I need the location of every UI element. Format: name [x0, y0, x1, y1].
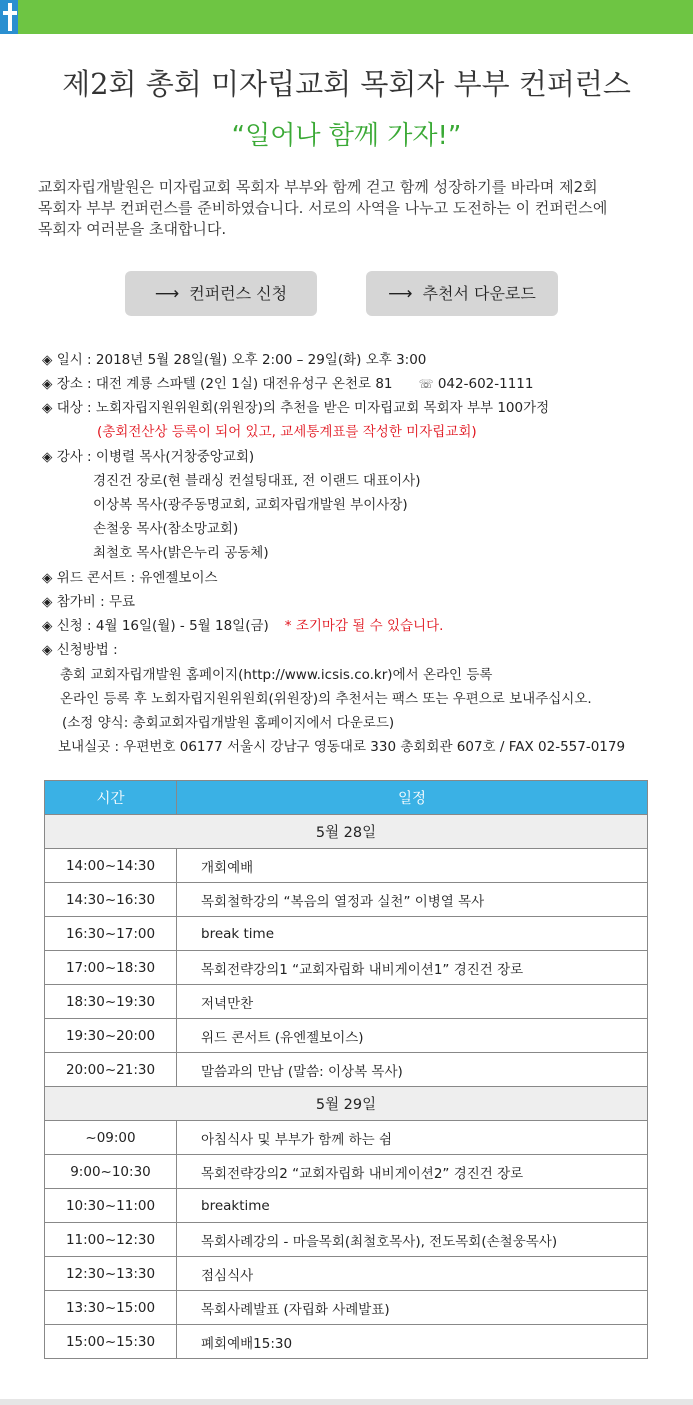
info-phone: 042-602-1111: [437, 376, 534, 392]
bullet-icon: ◈: [42, 376, 53, 392]
info-target: ◈ 대상 : 노회자립지원위원회(위원장)의 추천을 받은 미자립교회 목회자 부부 100가정: [42, 400, 550, 416]
table-row: 10:30~11:00 breaktime: [45, 1189, 648, 1223]
info-concert: ◈ 위드 콘서트 : 유엔젤보이스: [42, 570, 218, 586]
day-row: [45, 1087, 648, 1121]
slogan: “일어나 함께 가자!”: [231, 121, 462, 151]
header-time: 시간: [45, 781, 177, 815]
table-row: 12:30~13:30 점심식사: [45, 1257, 648, 1291]
speaker-item: 경진건 장로(현 블래싱 컨설팅대표, 전 이랜드 대표이사): [93, 473, 421, 489]
table-header: [45, 781, 648, 815]
arrow-right-icon: ⟶: [154, 284, 180, 304]
table-row: 17:00~18:30 목회전략강의1 “교회자립화 내비게이션1” 경진건 장로: [45, 951, 648, 985]
day-label: 5월 29일: [45, 1087, 648, 1121]
top-bar: [0, 0, 693, 34]
table-row: 11:00~12:30 목회사례강의 - 마을목회(최철호목사), 전도목회(손철웅목사): [45, 1223, 648, 1257]
intro-line: 목회자 여러분을 초대합니다.: [38, 220, 227, 238]
method-line: 온라인 등록 후 노회자립지원위원회(위원장)의 추천서는 팩스 또는 우편으로 보내주십시오.: [60, 691, 592, 707]
table-row: 14:00~14:30 개회예배: [45, 849, 648, 883]
bullet-icon: ◈: [42, 594, 53, 610]
bottom-bar: [0, 1399, 693, 1405]
bullet-icon: ◈: [42, 400, 53, 416]
info-target-note: (총회전산상 등록이 되어 있고, 교세통계표를 작성한 미자립교회): [97, 424, 477, 440]
day-row: [45, 815, 648, 849]
table-row: ~09:00 아침식사 및 부부가 함께 하는 쉼: [45, 1121, 648, 1155]
bullet-icon: ◈: [42, 618, 53, 634]
intro-text: [38, 177, 658, 240]
method-line: 총회 교회자립개발원 홈페이지(http://www.icsis.co.kr)에서 온라인 등록: [60, 667, 493, 683]
arrow-right-icon: ⟶: [388, 284, 413, 304]
speaker-item: 최철호 목사(밝은누리 공동체): [93, 545, 269, 561]
recommendation-download-button[interactable]: [366, 271, 558, 316]
info-method: ◈ 신청방법 :: [42, 642, 118, 658]
info-speakers: ◈ 강사 : 이병렬 목사(거창중앙교회): [42, 449, 255, 465]
apply-label: 컨퍼런스 신청: [189, 284, 288, 303]
phone-icon: ☏: [418, 377, 434, 391]
page-title: 제2회 총회 미자립교회 목회자 부부 컨퍼런스: [62, 67, 631, 101]
info-address: 보내실곳 : 우편번호 06177 서울시 강남구 영동대로 330 총회회관 607호 / FAX 02-557-0179: [58, 739, 626, 755]
table-row: 13:30~15:00 목회사례발표 (자립화 사례발표): [45, 1291, 648, 1325]
info-place: ◈ 장소 : 대전 계룡 스파텔 (2인 1실) 대전유성구 온천로 81 ☏ 042-602-1111: [42, 376, 534, 392]
cross-icon: [0, 0, 18, 34]
speaker-item: 이상복 목사(광주동명교회, 교회자립개발원 부이사장): [93, 497, 408, 513]
bullet-icon: ◈: [42, 642, 53, 658]
header-event: 일정: [177, 781, 648, 815]
speaker-item: 손철웅 목사(참소망교회): [93, 521, 239, 537]
table-row: 16:30~17:00 break time: [45, 917, 648, 951]
table-row: 15:00~15:30 폐회예배15:30: [45, 1325, 648, 1359]
bullet-icon: ◈: [42, 449, 53, 465]
day-label: 5월 28일: [45, 815, 648, 849]
table-row: 18:30~19:30 저녁만찬: [45, 985, 648, 1019]
schedule-table: [44, 780, 648, 1359]
bullet-icon: ◈: [42, 570, 53, 586]
intro-line: 목회자 부부 컨퍼런스를 준비하였습니다. 서로의 사역을 나누고 도전하는 이 컨퍼런스에: [38, 199, 608, 217]
table-row: 19:30~20:00 위드 콘서트 (유엔젤보이스): [45, 1019, 648, 1053]
method-line: (소정 양식: 총회교회자립개발원 홈페이지에서 다운로드): [62, 715, 395, 731]
conference-apply-button[interactable]: [125, 271, 317, 316]
bullet-icon: ◈: [42, 352, 53, 368]
table-row: 14:30~16:30 목회철학강의 “복음의 열정과 실천” 이병열 목사: [45, 883, 648, 917]
signup-note: * 조기마감 될 수 있습니다.: [284, 618, 444, 634]
info-date: ◈ 일시 : 2018년 5월 28일(월) 오후 2:00 – 29일(화) 오후 3:00: [42, 352, 427, 368]
table-row: 20:00~21:30 말씀과의 만남 (말씀: 이상복 목사): [45, 1053, 648, 1087]
intro-line: 교회자립개발원은 미자립교회 목회자 부부와 함께 걷고 함께 성장하기를 바라며 제2회: [38, 178, 598, 196]
info-fee: ◈ 참가비 : 무료: [42, 594, 136, 610]
download-label: 추천서 다운로드: [422, 284, 536, 303]
info-signup: ◈ 신청 : 4월 16일(월) - 5월 18일(금) * 조기마감 될 수 있습니다.: [42, 618, 444, 634]
table-row: 9:00~10:30 목회전략강의2 “교회자립화 내비게이션2” 경진건 장로: [45, 1155, 648, 1189]
